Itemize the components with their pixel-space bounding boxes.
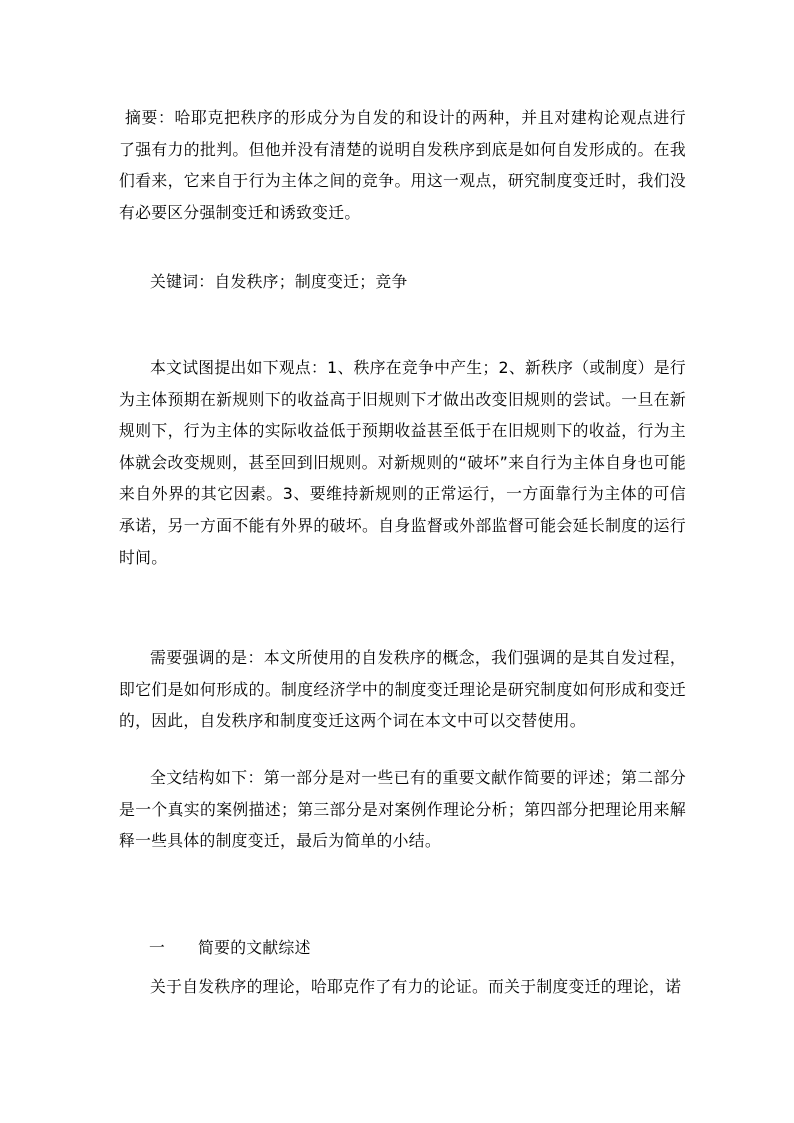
section-first-line: 关于自发秩序的理论，哈耶克作了有力的论证。而关于制度变迁的理论，诺 (150, 977, 682, 996)
keywords-line: 关键词：自发秩序；制度变迁；竞争 (150, 272, 408, 291)
body-paragraph-3: 全文结构如下：第一部分是对一些已有的重要文献作简要的评述；第二部分是一个真实的案例描述；第三部分是对案例作理论分析；第四部分把理论用来解释一些具体的制度变迁，最后为简单的小结。 (119, 768, 686, 851)
abstract-paragraph: 摘要：哈耶克把秩序的形成分为自发的和设计的两种，并且对建构论观点进行了强有力的批判。但他并没有清楚的说明自发秩序到底是如何自发形成的。在我们看来，它来自于行为主体之间的竞争。用这一观点，研究制度变迁时，我们没有必要区分强制变迁和诱致变迁。 (119, 108, 686, 222)
body-paragraph-1: 本文试图提出如下观点：1、秩序在竞争中产生；2、新秩序（或制度）是行为主体预期在新规则下的收益高于旧规则下才做出改变旧规则的尝试。一旦在新规则下，行为主体的实际收益低于预期收益甚至低于在旧规则下的收益，行为主体就会改变规则，甚至回到旧规则。对新规则的“破坏”来自行为主体自身也可能来自外界的其它因素。3、要维持新规则的正常运行，一方面靠行为主体的可信承诺，另一方面不能有外界的破坏。自身监督或外部监督可能会延长制度的运行时间。 (119, 358, 686, 567)
section-heading-title: 简要的文献综述 (198, 938, 311, 957)
section-heading-number: 一 (149, 938, 165, 957)
body-paragraph-2: 需要强调的是：本文所使用的自发秩序的概念，我们强调的是其自发过程，即它们是如何形成的。制度经济学中的制度变迁理论是研究制度如何形成和变迁的，因此，自发秩序和制度变迁这两个词在本文中可以交替使用。 (119, 648, 686, 731)
